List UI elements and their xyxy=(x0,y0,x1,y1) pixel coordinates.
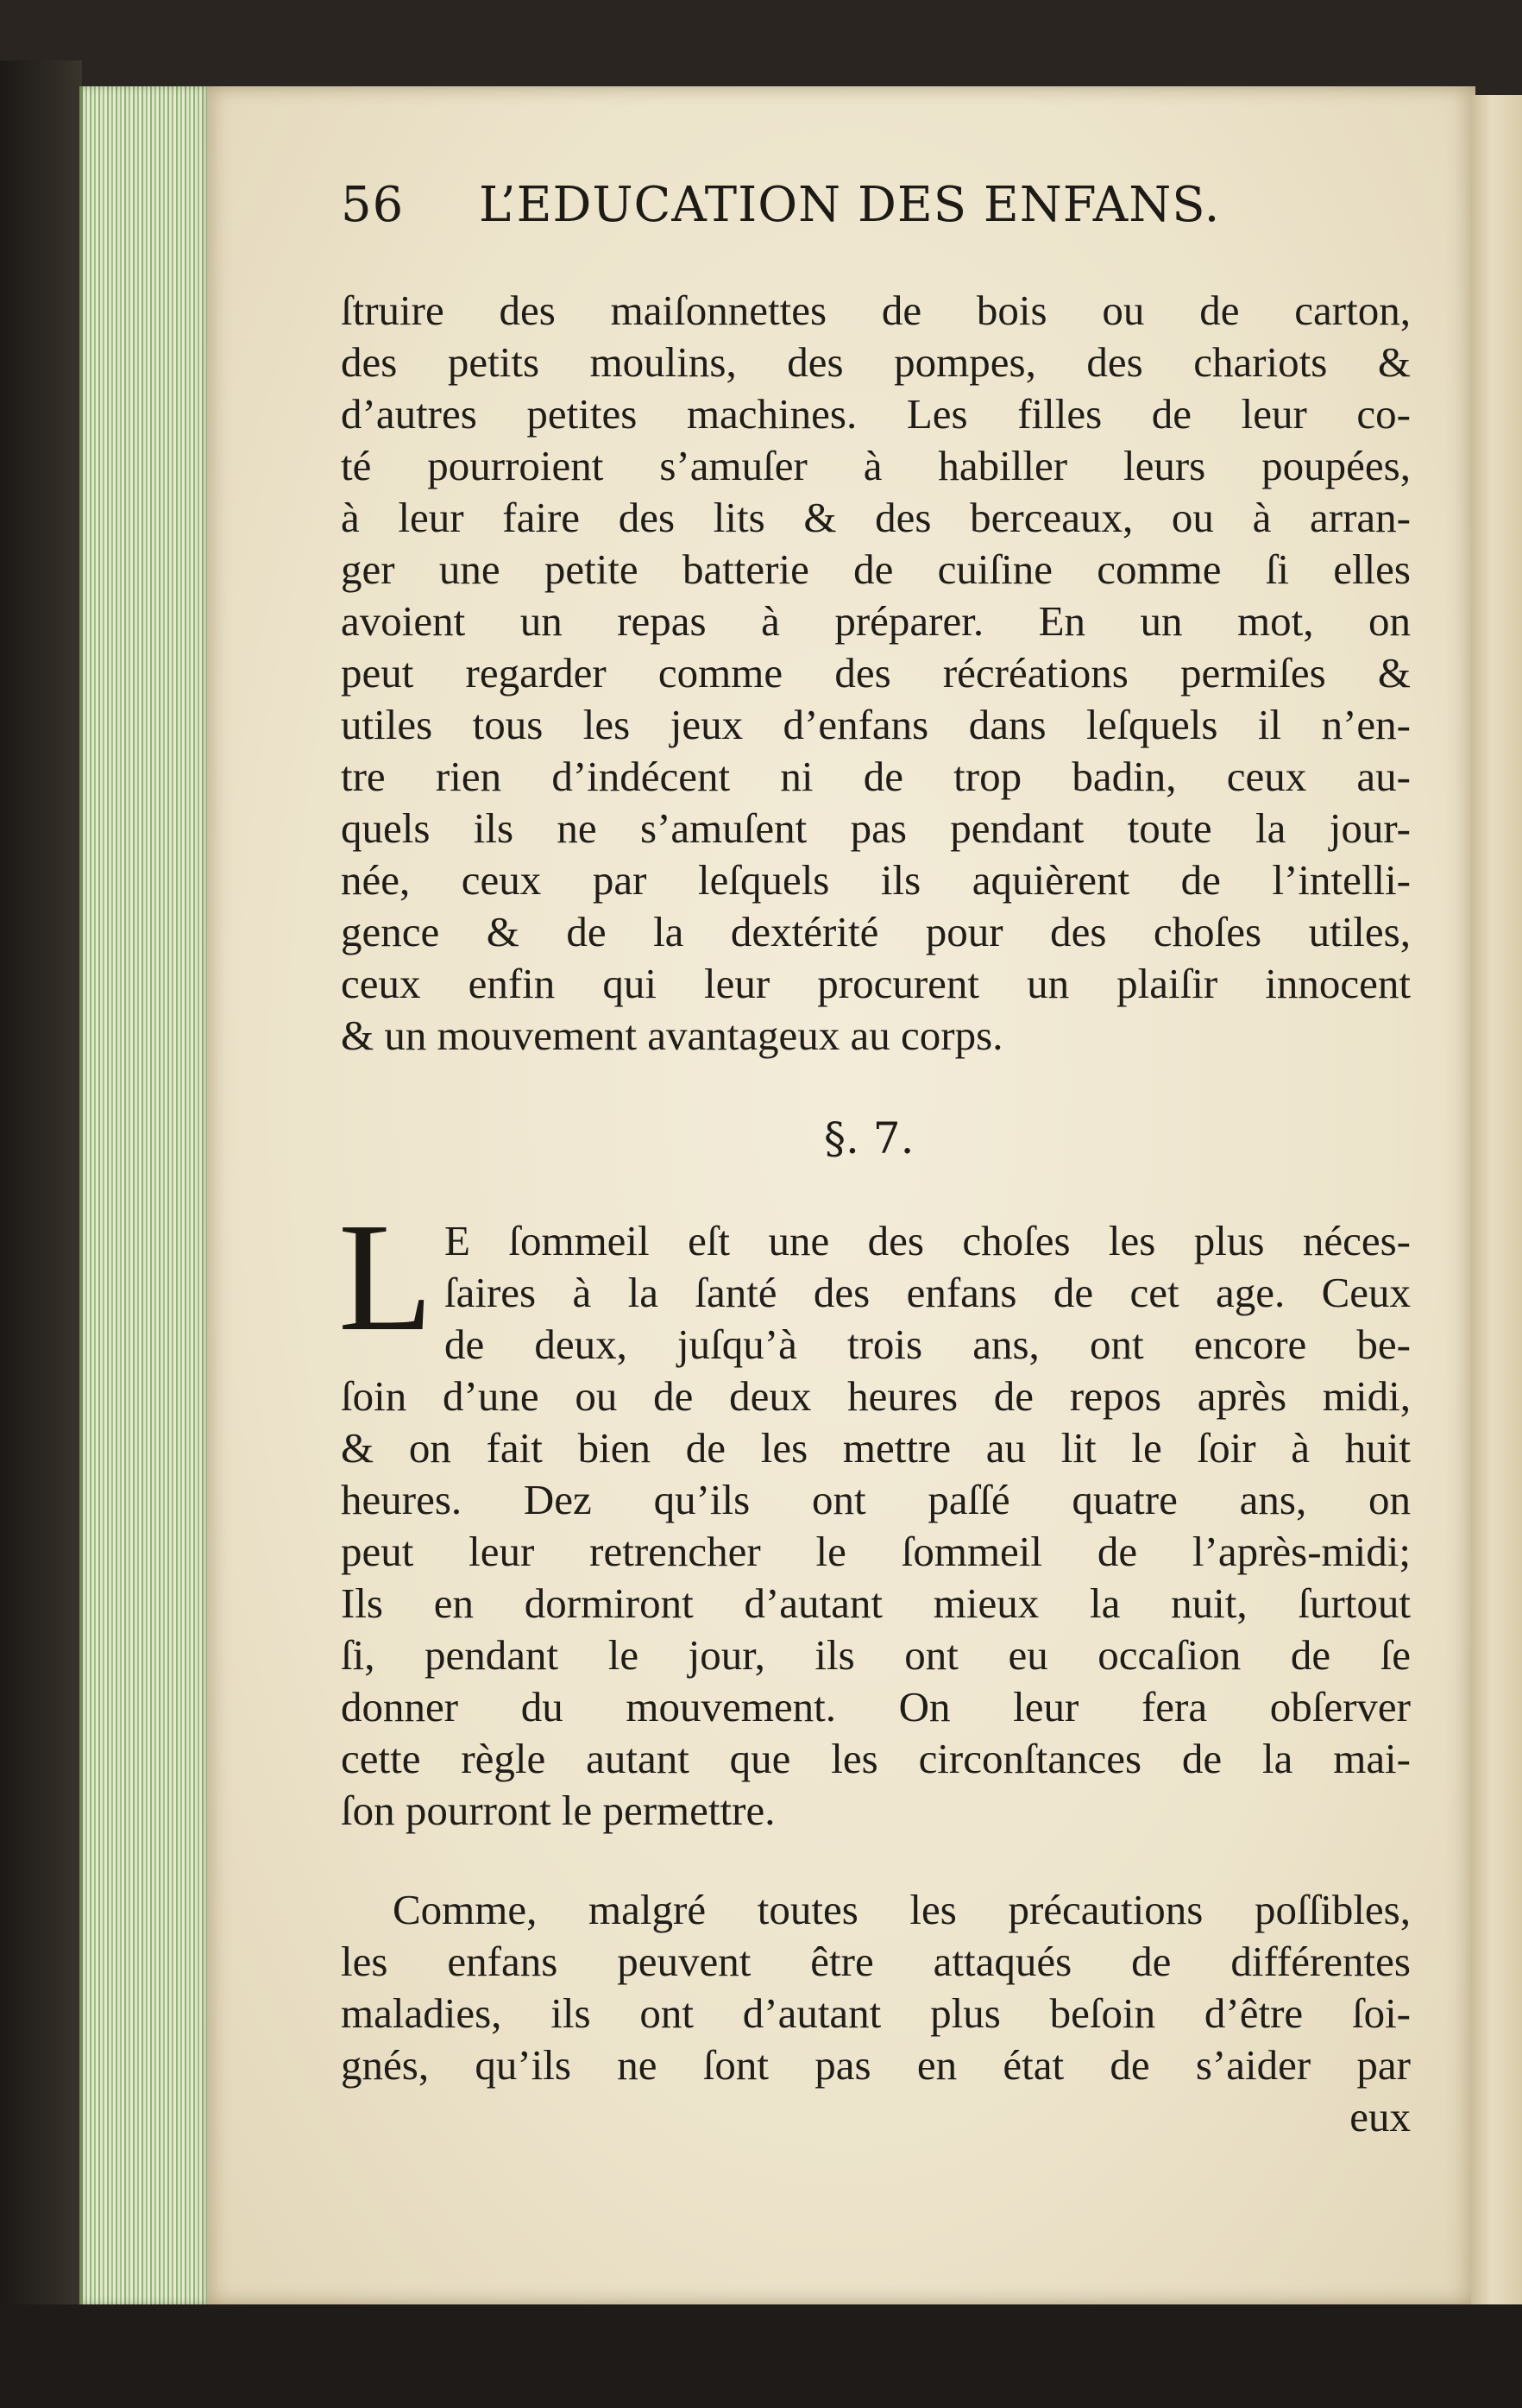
text-line: les enfans peuvent être attaqués de différentes xyxy=(341,1938,1411,1985)
text-line: ſoin d’une ou de deux heures de repos après midi, xyxy=(341,1372,1411,1420)
scan-bottom-margin xyxy=(0,2304,1522,2408)
text-line: té pourroient s’amuſer à habiller leurs poupées, xyxy=(341,442,1411,489)
text-line: ſtruire des maiſonnettes de bois ou de carton, xyxy=(341,287,1411,334)
text-line: quels ils ne s’amuſent pas pendant toute la jour- xyxy=(341,804,1411,852)
text-line: Ils en dormiront d’autant mieux la nuit, ſurtout xyxy=(341,1579,1411,1627)
text-line: cette règle autant que les circonſtances de la mai- xyxy=(341,1735,1411,1782)
running-title: L’EDUCATION DES ENFANS. xyxy=(479,177,1221,233)
page-number: 56 xyxy=(341,177,405,233)
text-line: E ſommeil eſt une des choſes les plus néces- xyxy=(444,1217,1411,1264)
text-line: heures. Dez qu’ils ont paſſé quatre ans, on xyxy=(341,1476,1411,1523)
text-line: & un mouvement avantageux au corps. xyxy=(341,1012,1003,1059)
text-line: maladies, ils ont d’autant plus beſoin d’être ſoi- xyxy=(341,1989,1411,2037)
text-line: ſaires à la ſanté des enfans de cet age. Ceux xyxy=(444,1269,1411,1316)
running-head xyxy=(341,177,1411,237)
text-line: ſon pourront le permettre. xyxy=(341,1787,776,1834)
text-line: & on fait bien de les mettre au lit le ſoir à huit xyxy=(341,1424,1411,1472)
text-line: tre rien d’indécent ni de trop badin, ceux au- xyxy=(341,753,1411,800)
catchword: eux xyxy=(1349,2093,1411,2140)
text-line: peut regarder comme des récréations permiſes & xyxy=(341,649,1411,697)
text-line: ger une petite batterie de cuiſine comme ſi elles xyxy=(341,545,1411,593)
text-line: peut leur retrencher le ſommeil de l’après-midi; xyxy=(341,1528,1411,1575)
text-line: d’autres petites machines. Les filles de leur co- xyxy=(341,390,1411,438)
page-stack-edge xyxy=(79,86,212,2304)
text-line: donner du mouvement. On leur fera obſerver xyxy=(341,1683,1411,1730)
text-line: utiles tous les jeux d’enfans dans leſquels il n’en- xyxy=(341,701,1411,748)
next-page-edge xyxy=(1471,95,1522,2304)
text-line: ſi, pendant le jour, ils ont eu occaſion de ſe xyxy=(341,1631,1411,1679)
text-line: des petits moulins, des pompes, des chariots & xyxy=(341,338,1411,386)
text-line: gnés, qu’ils ne ſont pas en état de s’aider par xyxy=(341,2041,1411,2089)
text-line: née, ceux par leſquels ils aquièrent de l’intelli- xyxy=(341,856,1411,904)
text-line: à leur faire des lits & des berceaux, ou à arran- xyxy=(341,494,1411,541)
text-line: Comme, malgré toutes les précautions poſſibles, xyxy=(393,1886,1411,1933)
book-cover-edge xyxy=(0,60,82,2322)
text-line: de deux, juſqu’à trois ans, ont encore be- xyxy=(444,1321,1411,1368)
drop-cap-letter: L xyxy=(338,1191,433,1363)
section-heading: §. 7. xyxy=(824,1113,915,1163)
text-line: gence & de la dextérité pour des choſes utiles, xyxy=(341,908,1411,955)
text-line: ceux enfin qui leur procurent un plaiſir innocent xyxy=(341,960,1411,1007)
text-line: avoient un repas à préparer. En un mot, on xyxy=(341,597,1411,645)
